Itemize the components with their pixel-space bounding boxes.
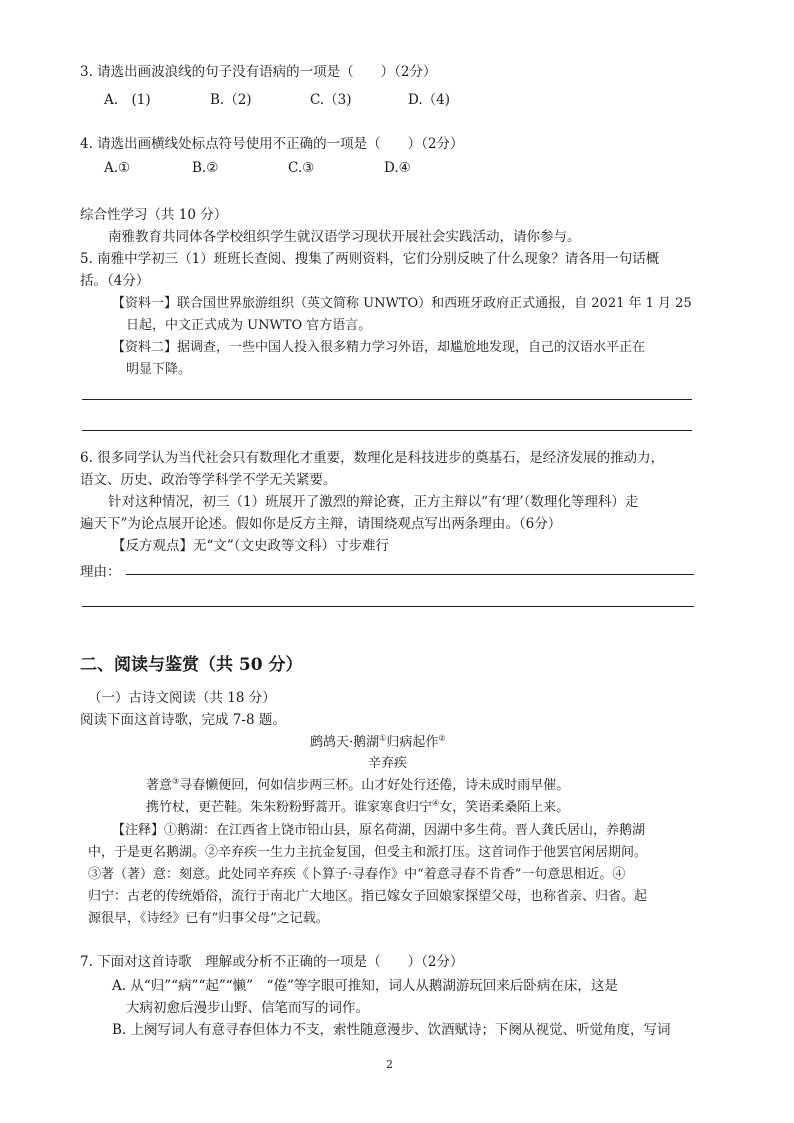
q5-ref1-line2: 日起，中文正式成为 UNWTO 官方语言。 xyxy=(126,318,372,333)
q6-line2: 语文、历史、政治等学科学不学无关紧要。 xyxy=(80,472,337,488)
q5-line1: 5. 南雅中学初三（1）班班长查阅、搜集了两则资料，它们分别反映了什么现象？请各用一句话概 xyxy=(80,251,660,267)
q6-line1: 6. 很多同学认为当代社会只有数理化才重要，数理化是科技进步的奠基石，是经济发展的推动力， xyxy=(80,450,665,466)
notes-line-2: 中，于是更名鹅湖。②辛弃疾一生力主抗金复国，但受主和派打压。这首词作于他罢官闲居期间。 xyxy=(88,845,648,860)
q4-option-a: A.① xyxy=(104,160,131,176)
comprehensive-intro: 南雅教育共同体各学校组织学生就汉语学习现状开展社会实践活动，请你参与。 xyxy=(108,229,581,245)
q7-option-a-line2: 大病初愈后漫步山野、信笔而写的词作。 xyxy=(126,1000,369,1016)
notes-line-3: ③著（著）意：刻意。此处同辛弃疾《卜算子·寻春作》中“着意寻春不肯香”一句意思相近。④ xyxy=(88,867,626,882)
q5-line2: 括。（4分） xyxy=(80,273,150,289)
q7-option-b-line1: B. 上阕写词人有意寻春但体力不支，索性随意漫步、饮酒赋诗；下阕从视觉、听觉角度，写词 xyxy=(112,1022,671,1038)
q4-option-c: C.③ xyxy=(288,160,315,176)
q5-answer-line-1[interactable] xyxy=(82,399,692,400)
q3-option-b: B.（2) xyxy=(210,92,252,108)
section-2-heading: 二、阅读与鉴赏（共 50 分） xyxy=(80,655,303,675)
q5-ref1-line1: 【资料一】联合国世界旅游组织（英文简称 UNWTO）和西班牙政府正式通报，自 2021 年 1 月 25 xyxy=(112,296,692,311)
q6-line3: 针对这种情况，初三（1）班展开了激烈的辩论赛，正方主辩以“有‘理’（数理化等理科）走 xyxy=(108,494,639,510)
q6-answer-line-2[interactable] xyxy=(82,606,694,607)
q7-option-a-line1: A. 从“归”“病”“起”“懒” “倦”等字眼可推知，词人从鹅湖游玩回来后卧病在床，这是 xyxy=(112,978,618,994)
q6-reason-label: 理由： xyxy=(80,564,121,580)
q6-line4: 遍天下”为论点展开论述。假如你是反方主辩，请围绕观点写出两条理由。（6分） xyxy=(80,516,562,532)
q5-ref2-line2: 明显下降。 xyxy=(126,362,192,377)
q3-option-c: C.（3) xyxy=(310,92,352,108)
comprehensive-title: 综合性学习（共 10 分） xyxy=(80,207,228,223)
q5-answer-line-2[interactable] xyxy=(82,430,692,431)
notes-line-4: 归宁：古老的传统婚俗，流行于南北广大地区。指已嫁女子回娘家探望父母，也称省亲、归省。起 xyxy=(88,889,648,904)
poem-line-2: 携竹杖，更芒鞋。朱朱粉粉野蒿开。谁家寒食归宁④女，笑语柔桑陌上来。 xyxy=(146,798,570,815)
poem-line-1: 著意③寻春懒便回，何如信步两三杯。山才好处行还倦，诗未成时雨早催。 xyxy=(146,776,570,793)
q7-stem: 7. 下面对这首诗歌 理解或分析不正确的一项是（ ）（2分） xyxy=(80,954,464,970)
notes-line-1: 【注释】①鹅湖：在江西省上饶市铅山县，原名荷湖，因湖中多生荷。晋人龚氏居山，养鹅湖 xyxy=(112,823,646,838)
q3-option-d: D.（4) xyxy=(408,92,450,108)
section-2-sub1: （一）古诗文阅读（共 18 分） xyxy=(88,690,276,706)
q5-ref2-line1: 【资料二】据调查，一些中国人投入很多精力学习外语，却尴尬地发现，自己的汉语水平正在 xyxy=(112,340,646,355)
notes-line-5: 源很早，《诗经》已有“归事父母”之记载。 xyxy=(88,911,329,926)
q6-viewpoint: 【反方观点】无“文”（文史政等文科）寸步难行 xyxy=(112,538,390,554)
q3-option-a: A. (1) xyxy=(104,92,151,108)
q3-stem: 3. 请选出画波浪线的句子没有语病的一项是（ ）（2分） xyxy=(80,64,437,80)
page-number: 2 xyxy=(386,1058,393,1071)
poem-author: 辛弃疾 xyxy=(368,756,408,771)
poem-title: 鹧鸪天·鹅湖①归病起作② xyxy=(310,733,446,750)
q4-option-d: D.④ xyxy=(384,160,411,176)
q4-option-b: B.② xyxy=(192,160,219,176)
q4-stem: 4. 请选出画横线处标点符号使用不正确的一项是（ ）（2分） xyxy=(80,136,464,152)
q6-answer-line-1[interactable] xyxy=(126,574,694,575)
poem-instruction: 阅读下面这首诗歌，完成 7-8 题。 xyxy=(80,712,286,728)
